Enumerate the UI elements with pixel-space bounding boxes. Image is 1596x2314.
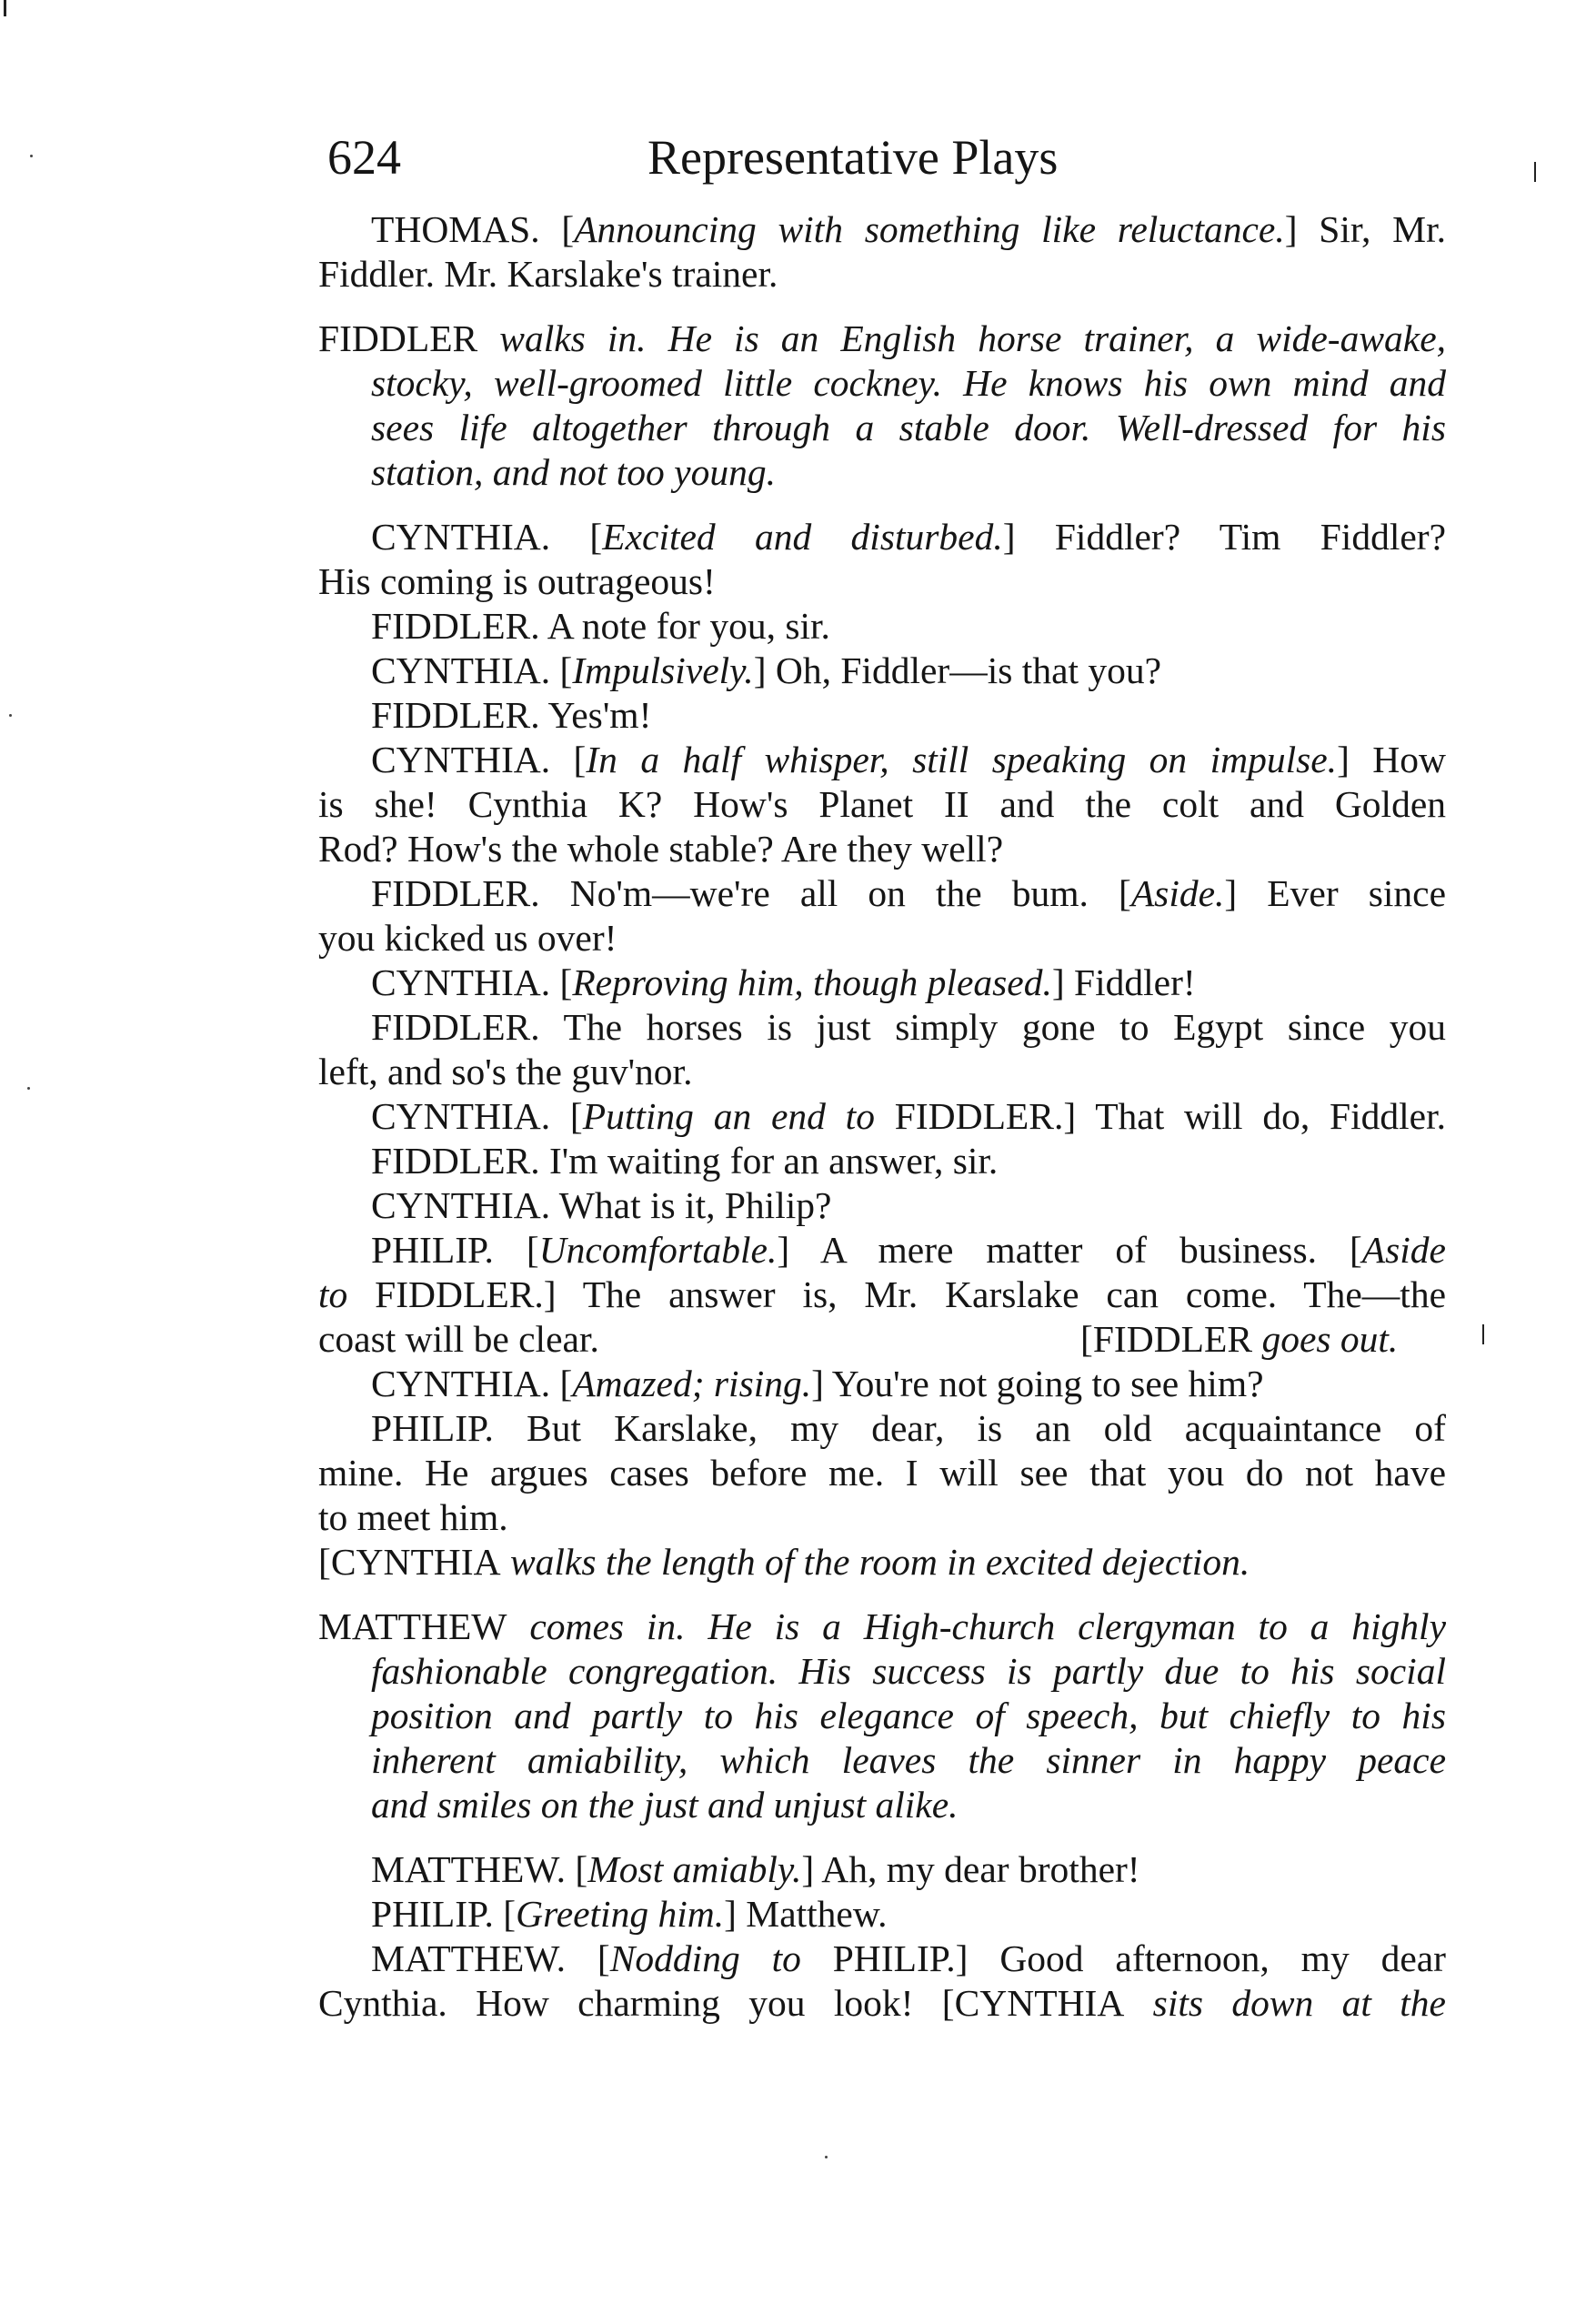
speaker-name: PHILIP. [371,1893,494,1935]
scan-mark [4,0,6,16]
scan-speck [27,1087,30,1090]
margin-mark [1534,162,1536,182]
speech-line: Fiddler. Mr. Karslake's trainer. [318,253,778,295]
speech-line: MATTHEW. [Nodding to PHILIP.] Good afternoon, my dear [371,1937,1446,1979]
stage-direction: Most amiably. [587,1848,802,1890]
margin-mark [1482,1324,1484,1344]
stage-direction-line: stocky, well-groomed little cockney. He knows his own mind and [371,362,1446,404]
speaker-name: CYNTHIA. [371,739,551,780]
scan-speck [9,714,12,717]
speaker-name: FIDDLER. [371,1006,540,1048]
speech-line: CYNTHIA. [Amazed; rising.] You're not going to see him? [371,1363,1264,1404]
speech-line: MATTHEW. [Most amiably.] Ah, my dear brother! [371,1848,1140,1890]
speech-line: CYNTHIA. [Putting an end to FIDDLER.] That will do, Fiddler. [371,1095,1446,1137]
speech-line: Rod? How's the whole stable? Are they well? [318,828,1004,870]
stage-direction: Aside [1361,1229,1446,1271]
speech-line: PHILIP. [Greeting him.] Matthew. [371,1893,888,1935]
stage-direction: Uncomfortable. [538,1229,778,1271]
stage-direction: Reproving him, though pleased. [572,961,1052,1003]
speech-line: FIDDLER. No'm—we're all on the bum. [Aside.] Ever since [371,872,1446,914]
page-number: 624 [327,130,401,185]
stage-direction-line: fashionable congregation. His success is partly due to his social [371,1650,1446,1692]
speaker-name: CYNTHIA. [371,1184,551,1226]
speech-line: mine. He argues cases before me. I will see that you do not have [318,1452,1446,1494]
stage-direction: to [318,1273,348,1315]
speech-line: FIDDLER. Yes'm! [371,694,652,736]
stage-direction-line: FIDDLER walks in. He is an English horse trainer, a wide-awake, [318,317,1446,359]
speech-line: PHILIP. [Uncomfortable.] A mere matter of business. [Aside [371,1229,1446,1271]
speaker-name: CYNTHIA. [371,961,551,1003]
speaker-name: PHILIP. [371,1229,494,1271]
stage-direction-line: [CYNTHIA walks the length of the room in excited dejection. [318,1541,1250,1583]
character-name: FIDDLER. [874,1095,1064,1137]
character-name: CYNTHIA [330,1541,501,1583]
stage-direction-line: sees life altogether through a stable door. Well-dressed for his [371,407,1446,448]
scan-speck [30,155,33,157]
speech-line: CYNTHIA. [Reproving him, though pleased.] Fiddler! [371,961,1196,1003]
speech-line: His coming is outrageous! [318,560,716,602]
speaker-name: FIDDLER. [371,872,540,914]
stage-direction: Greeting him. [516,1893,725,1935]
speaker-name: CYNTHIA. [371,1363,551,1404]
speaker-name: CYNTHIA. [371,649,551,691]
character-name: PHILIP. [800,1937,956,1979]
speaker-name: MATTHEW. [371,1937,567,1979]
speech-line: to FIDDLER.] The answer is, Mr. Karslake can come. The—the [318,1273,1446,1315]
speech-line: CYNTHIA. [In a half whisper, still speaking on impulse.] How [371,739,1446,780]
speech-line: CYNTHIA. [Impulsively.] Oh, Fiddler—is that you? [371,649,1162,691]
exit-direction: [FIDDLER goes out. [1080,1318,1399,1360]
speech-line: FIDDLER. I'm waiting for an answer, sir. [371,1140,999,1182]
speech-line: PHILIP. But Karslake, my dear, is an old acquaintance of [371,1407,1446,1449]
speaker-name: FIDDLER. [371,694,540,736]
play-text [318,207,1446,2026]
speaker-name: CYNTHIA. [371,1095,551,1137]
speech-line: FIDDLER. The horses is just simply gone to Egypt since you [371,1006,1446,1048]
stage-direction-line: and smiles on the just and unjust alike. [371,1784,959,1826]
scan-speck [825,2156,828,2158]
speaker-name: FIDDLER. [371,605,540,647]
speech-line: is she! Cynthia K? How's Planet II and the colt and Golden [318,783,1446,825]
stage-direction-line: station, and not too young. [371,451,776,493]
character-name: MATTHEW [318,1605,507,1647]
stage-direction-line: MATTHEW comes in. He is a High-church clergyman to a highly [318,1605,1446,1647]
stage-direction: Amazed; rising. [572,1363,812,1404]
speech-line: CYNTHIA. What is it, Philip? [371,1184,832,1226]
speaker-name: PHILIP. [371,1407,494,1449]
speaker-name: MATTHEW. [371,1848,567,1890]
stage-direction: Announcing with something like reluctance. [574,208,1285,250]
character-name: FIDDLER. [347,1273,544,1315]
stage-direction: Nodding to [609,1937,801,1979]
running-title: Representative Plays [647,130,1059,185]
speaker-name: FIDDLER. [371,1140,540,1182]
character-name: FIDDLER [1092,1318,1253,1360]
speech-line: you kicked us over! [318,917,617,959]
stage-direction: Impulsively. [572,649,754,691]
character-name: CYNTHIA [954,1982,1125,2024]
stage-direction-line: position and partly to his elegance of speech, but chiefly to his [371,1695,1446,1736]
stage-direction: Putting an end to [582,1095,875,1137]
speech-line: FIDDLER. A note for you, sir. [371,605,830,647]
stage-direction: In a half whisper, still speaking on impulse. [586,739,1338,780]
speech-line: CYNTHIA. [Excited and disturbed.] Fiddler? Tim Fiddler? [371,516,1447,558]
character-name: FIDDLER [318,317,478,359]
speech-line: THOMAS. [Announcing with something like reluctance.] Sir, Mr. [371,208,1446,250]
stage-direction: sits down at the [1124,1982,1446,2024]
stage-direction: Excited and disturbed. [602,516,1003,558]
speaker-name: CYNTHIA. [371,516,551,558]
stage-direction-line: inherent amiability, which leaves the sinner in happy peace [371,1739,1446,1781]
speech-line: Cynthia. How charming you look! [CYNTHIA sits down at the [318,1982,1446,2024]
speech-line: to meet him. [318,1496,508,1538]
stage-direction: Aside. [1130,872,1225,914]
speaker-name: THOMAS. [371,208,540,250]
speech-line: left, and so's the guv'nor. [318,1051,693,1092]
running-header [327,126,1446,189]
speech-line: coast will be clear. [FIDDLER goes out. [318,1318,1399,1360]
